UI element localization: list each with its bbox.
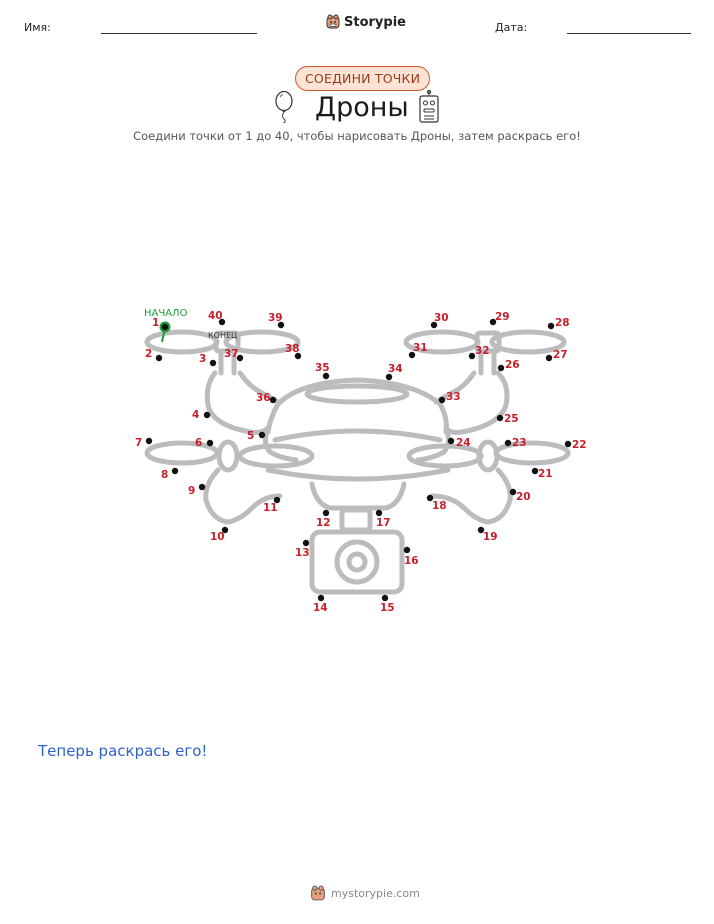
dot-number-27: 27 [553, 349, 568, 361]
dot-4[interactable] [204, 412, 210, 418]
dot-36[interactable] [270, 397, 276, 403]
dot-number-2: 2 [145, 348, 153, 360]
dot-number-24: 24 [456, 437, 471, 449]
dot-12[interactable] [323, 510, 329, 516]
dot-6[interactable] [207, 440, 213, 446]
dot-number-1: 1 [152, 317, 160, 329]
dot-14[interactable] [318, 595, 324, 601]
dot-number-21: 21 [538, 468, 553, 480]
dot-number-38: 38 [285, 343, 300, 355]
dot-number-25: 25 [504, 413, 519, 425]
footer [310, 885, 420, 902]
dot-number-23: 23 [512, 437, 527, 449]
dot-8[interactable] [172, 468, 178, 474]
dot-number-34: 34 [388, 363, 403, 375]
start-label: НАЧАЛО [144, 308, 188, 319]
activity-badge: СОЕДИНИ ТОЧКИ [295, 66, 430, 91]
dot-number-5: 5 [247, 430, 255, 442]
dot-number-4: 4 [192, 409, 200, 421]
drone-outline [147, 332, 568, 592]
dot-number-22: 22 [572, 439, 587, 451]
instructions: Соедини точки от 1 до 40, чтобы нарисовать Дроны, затем раскрась его! [133, 129, 581, 143]
dot-number-10: 10 [210, 531, 225, 543]
dot-number-26: 26 [505, 359, 520, 371]
dot-number-16: 16 [404, 555, 419, 567]
end-label: КОНЕЦ [208, 331, 238, 340]
dot-number-36: 36 [256, 392, 271, 404]
dot-13[interactable] [303, 540, 309, 546]
dot-number-29: 29 [495, 311, 510, 323]
dot-number-11: 11 [263, 502, 278, 514]
dot-number-7: 7 [135, 437, 143, 449]
dot-7[interactable] [146, 438, 152, 444]
dot-number-37: 37 [224, 348, 239, 360]
dot-17[interactable] [376, 510, 382, 516]
dot-number-17: 17 [376, 517, 391, 529]
dot-number-14: 14 [313, 602, 328, 614]
dot-number-15: 15 [380, 602, 395, 614]
dot-number-8: 8 [161, 469, 169, 481]
color-prompt: Теперь раскрась его! [38, 742, 208, 760]
dot-number-40: 40 [208, 310, 223, 322]
dot-28[interactable] [548, 323, 554, 329]
storypie-logo-icon [310, 885, 326, 902]
dot-1[interactable] [162, 324, 168, 330]
dot-number-31: 31 [413, 342, 428, 354]
brand-name: Storypie [344, 14, 406, 30]
dot-number-33: 33 [446, 391, 461, 403]
dot-25[interactable] [497, 415, 503, 421]
dot-number-20: 20 [516, 491, 531, 503]
page-title: Дроны [315, 92, 409, 123]
dot-9[interactable] [199, 484, 205, 490]
dot-24[interactable] [448, 438, 454, 444]
dot-number-39: 39 [268, 312, 283, 324]
dot-2[interactable] [156, 355, 162, 361]
dot-number-28: 28 [555, 317, 570, 329]
dot-number-12: 12 [316, 517, 331, 529]
dot-number-9: 9 [188, 485, 196, 497]
dot-15[interactable] [382, 595, 388, 601]
footer-site: mystorypie.com [331, 887, 420, 900]
dot-33[interactable] [439, 397, 445, 403]
dot-number-35: 35 [315, 362, 330, 374]
dot-number-13: 13 [295, 547, 310, 559]
dot-22[interactable] [565, 441, 571, 447]
dot-number-3: 3 [199, 353, 207, 365]
dot-5[interactable] [259, 432, 265, 438]
dot-23[interactable] [505, 440, 511, 446]
dot-number-19: 19 [483, 531, 498, 543]
dot-number-18: 18 [432, 500, 447, 512]
dot-26[interactable] [498, 365, 504, 371]
date-label: Дата: [495, 21, 528, 34]
dot-number-32: 32 [475, 345, 490, 357]
dot-number-30: 30 [434, 312, 449, 324]
dot-number-6: 6 [195, 437, 203, 449]
dot-3[interactable] [210, 360, 216, 366]
dot-27[interactable] [546, 355, 552, 361]
name-label: Имя: [24, 21, 51, 34]
dot-16[interactable] [404, 547, 410, 553]
